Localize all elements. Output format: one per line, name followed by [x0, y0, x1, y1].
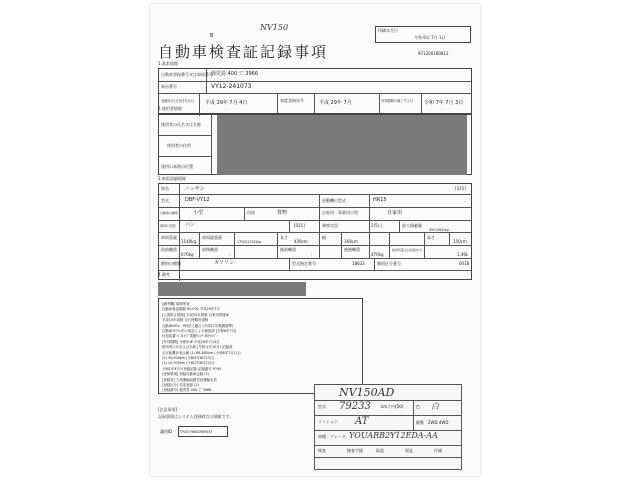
type-no-label: 型式指定番号	[292, 261, 316, 266]
owner-name-label: 使用者の氏名又は名称	[161, 122, 201, 127]
section-vehicle: 3.車両詳細情報	[158, 176, 186, 181]
model-label: 型式	[161, 198, 169, 203]
maker-code: [315]	[455, 186, 466, 191]
height-value: 150cm	[453, 239, 467, 244]
sticker-footer-cell: 付属	[434, 448, 442, 453]
body-code: [021]	[294, 223, 305, 228]
sticker-mileage: 79233	[339, 401, 371, 412]
use-value: 貨物	[277, 210, 288, 216]
print-date-box	[375, 26, 471, 43]
id-label: 識別ID	[160, 429, 173, 434]
sticker-footer-cell: 保証	[405, 448, 413, 453]
dealer-sticker	[314, 384, 462, 470]
engine-value: HR15	[373, 197, 387, 203]
rear-front-label: 後前軸重	[280, 247, 296, 252]
redacted-owner-info	[217, 115, 467, 175]
section-basic: 1.基本情報	[158, 61, 178, 66]
front-axle-label: 前前軸重	[161, 247, 177, 252]
maker-value: ニッサン	[185, 186, 205, 192]
sticker-row2-suffix: km / 内(50)	[381, 404, 404, 409]
sticker-drive-label: 駆動	[416, 420, 424, 425]
gross-label: 車両総重量	[202, 235, 222, 240]
fuel-value: ガソリン	[214, 260, 235, 266]
front-rear-value: -	[229, 252, 231, 257]
gross-value: 1700(1715)kg	[237, 239, 262, 244]
first-reg-label: 登録年月日/交付年月日	[161, 98, 195, 103]
remark-line: (3) 10,900km (令和2年6月22日)	[162, 360, 215, 366]
remark-line: 自動車NOx・PM法に適合 (平成27年燃費基準)	[162, 323, 234, 328]
owner-base-label: 使用の本拠の位置	[161, 164, 193, 169]
print-date-label: 印刷年月日	[378, 28, 398, 33]
length-value: 439cm	[294, 239, 308, 244]
section-owner: 2.使用者情報	[158, 106, 182, 111]
sticker-row2-label: 型式	[318, 404, 326, 409]
remark-line: (2) 35,900km (令和4年6月23日)	[162, 355, 215, 360]
front-rear-label: 前後軸重	[202, 247, 218, 252]
class-no-label: 類別区分番号	[377, 261, 401, 266]
model-value: DBF-VY12	[185, 197, 210, 203]
displacement-value: 1.49L	[457, 252, 469, 257]
sticker-footer-cell: 取説	[376, 448, 384, 453]
body-value: バン	[185, 222, 196, 228]
max-load-label: 最大積載量	[402, 223, 422, 228]
width-value: 169cm	[344, 239, 358, 244]
id-value: TP40776602P89533	[180, 429, 213, 434]
owner-info-table	[158, 113, 472, 175]
use-label: 用途	[247, 210, 255, 215]
remark-line: [備考欄] 規制等表	[162, 301, 190, 306]
capacity-label: 乗車定員	[322, 223, 338, 228]
height-label: 高さ	[427, 235, 435, 240]
remark-line: 自動車重量税額 ¥2,000 平成29年7月	[162, 306, 220, 312]
id-box	[178, 426, 228, 437]
sticker-footer-cell: 検査手帳	[347, 448, 363, 453]
chassis-value: VY12-241073	[211, 83, 252, 90]
handwritten-mark: B	[210, 33, 214, 39]
remark-line: 走行距離計表示値 (1) 68,800km (令和6年7月1日)	[162, 350, 241, 355]
reg-number-value: 鹿児島 400 て 3966	[211, 71, 259, 77]
reg-number-label: 自動車登録番号又は車両番号	[161, 72, 213, 77]
document-title: 自動車検査証記録事項	[158, 43, 329, 61]
basic-info-table	[158, 68, 472, 115]
class-no-value: 0018	[459, 261, 470, 266]
remark-line: [登録区分] 変更登録 (2)	[162, 382, 199, 387]
length-label: 長さ	[280, 235, 288, 240]
remark-line: 平成10年規制 走行時騒音規制	[162, 317, 209, 322]
fuel-label: 燃料の種類	[161, 261, 181, 266]
note-text: 記録事項はシステム登録時点の情報です。	[158, 414, 234, 419]
remark-line: [登録官] 九州運輸局鹿児島運輸支局	[162, 377, 217, 382]
type-no-value: 18633	[352, 261, 365, 266]
remark-line: [有効期間] 未使用車 平成29年7月3日	[162, 339, 220, 344]
remark-line: 使用者の氏名又は名称 (令和元年10月) 記録済	[162, 344, 233, 349]
sticker-grade: YOUARB2Y12EDA-AA	[349, 431, 438, 440]
first-reg-ym-label: 初度登録年月	[280, 98, 304, 103]
remarks-box	[158, 298, 363, 394]
remark-line: 自動車ﾘｻｲｸﾙ法の規定による検査済 [令和6年7月]	[162, 328, 237, 333]
weight-label: 車両重量	[161, 235, 177, 240]
rear-front-value: -	[311, 252, 313, 257]
sticker-color-label: 色	[416, 404, 420, 409]
expiry-value: 令和 7年 7月 3日	[424, 100, 464, 106]
rear-axle-label: 後後軸重	[344, 247, 360, 252]
remark-line: [受検事項] 登録自動車記録 (1)	[162, 371, 210, 376]
handwritten-model: NV150	[260, 23, 289, 32]
maker-label: 車名	[161, 186, 169, 191]
section-remarks: 4.備考	[158, 272, 170, 277]
sticker-color: 白	[431, 402, 439, 411]
weight-value: 1140kg	[181, 239, 197, 244]
max-load-value: 450(300)kg	[429, 227, 449, 232]
document-number: 971200180812	[418, 51, 449, 56]
front-axle-value: 670kg	[181, 252, 194, 257]
rear-axle-value: 470kg	[371, 252, 384, 257]
purpose-label: 自家用・事業用の別	[322, 210, 358, 215]
engine-label: 原動機の型式	[322, 198, 346, 203]
sticker-drive: 2WD 4WD	[428, 420, 449, 425]
displacement-label: 総排気量又は定格出力	[392, 247, 422, 252]
kind-value: 小型	[193, 210, 204, 216]
chassis-label: 車台番号	[161, 84, 177, 89]
width-label: 幅	[322, 235, 326, 240]
note-label: [注意事項]	[158, 407, 178, 412]
capacity-value: 2(5)人	[371, 223, 384, 228]
first-reg-ym-value: 平成 29年 7月	[319, 100, 352, 106]
remark-line: 令和1年4月の登録記録 記録番号 9745	[162, 366, 222, 371]
body-label: 車体の形状	[160, 223, 176, 228]
purpose-value: 自家用	[387, 210, 403, 216]
sticker-model: NV150AD	[339, 386, 395, 399]
redacted-remarks	[158, 282, 306, 296]
expiry-label: 有効期間の満了する日	[381, 98, 413, 103]
remark-line: [公害防止規制] 平成29年規制 自家用普通車	[162, 312, 229, 317]
vehicle-info-table	[158, 183, 472, 280]
sticker-mission: AT	[355, 416, 369, 427]
sticker-grade-label: 車種・グレード	[318, 434, 346, 439]
sticker-mission-label: ミッション	[318, 419, 338, 424]
kind-label: 自動車の種別	[160, 210, 178, 215]
remark-line: (登録番号) 鹿児島 400 て 3966	[162, 387, 212, 393]
first-reg-value: 平成 29年 7月 4日	[205, 100, 248, 106]
owner-address-label: 使用者の住所	[167, 143, 191, 148]
remark-line: 付加装置 ﾙｰﾌｷｬﾘｱ 電動ｳｨﾝﾁ 荷台ｶﾊﾞｰ	[162, 333, 218, 339]
print-date-value: 令和 6年 7月 1日	[414, 35, 446, 40]
sticker-footer-cell: 検査	[318, 448, 326, 453]
